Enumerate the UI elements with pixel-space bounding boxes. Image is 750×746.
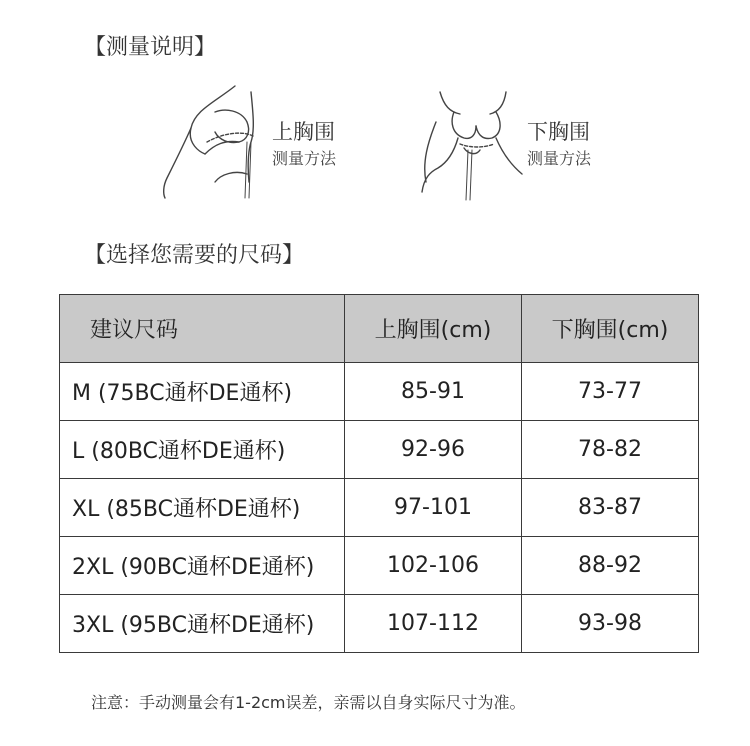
upper-bust-cell: 97-101 <box>345 479 522 537</box>
upper-bust-cell: 92-96 <box>345 421 522 479</box>
under-bust-cell: 88-92 <box>522 537 699 595</box>
header-upper-bust: 上胸围(cm) <box>345 295 522 363</box>
table-row <box>60 537 699 595</box>
size-cell: 3XL (95BC通杯DE通杯) <box>60 595 345 653</box>
upper-bust-measure-illustration <box>155 82 275 202</box>
under-bust-measure-illustration <box>410 82 530 202</box>
size-cell: L (80BC通杯DE通杯) <box>60 421 345 479</box>
size-chart-table <box>59 294 699 653</box>
table-row <box>60 595 699 653</box>
upper-bust-subtitle: 测量方法 <box>272 149 337 168</box>
under-bust-cell: 93-98 <box>522 595 699 653</box>
under-bust-cell: 83-87 <box>522 479 699 537</box>
measure-section-heading: 【测量说明】 <box>84 35 217 60</box>
upper-bust-cell: 85-91 <box>345 363 522 421</box>
size-cell: M (75BC通杯DE通杯) <box>60 363 345 421</box>
size-cell: XL (85BC通杯DE通杯) <box>60 479 345 537</box>
upper-bust-title: 上胸围 <box>272 120 335 144</box>
measurement-note: 注意：手动测量会有1-2cm误差，亲需以自身实际尺寸为准。 <box>91 693 526 712</box>
under-bust-title: 下胸围 <box>527 120 590 144</box>
header-suggested-size: 建议尺码 <box>60 295 345 363</box>
choose-size-heading: 【选择您需要的尺码】 <box>84 243 305 268</box>
under-bust-cell: 78-82 <box>522 421 699 479</box>
upper-bust-cell: 102-106 <box>345 537 522 595</box>
table-row <box>60 421 699 479</box>
table-row <box>60 363 699 421</box>
table-row <box>60 479 699 537</box>
upper-bust-cell: 107-112 <box>345 595 522 653</box>
under-bust-subtitle: 测量方法 <box>527 149 592 168</box>
header-under-bust: 下胸围(cm) <box>522 295 699 363</box>
table-header-row <box>60 295 699 363</box>
size-cell: 2XL (90BC通杯DE通杯) <box>60 537 345 595</box>
under-bust-cell: 73-77 <box>522 363 699 421</box>
